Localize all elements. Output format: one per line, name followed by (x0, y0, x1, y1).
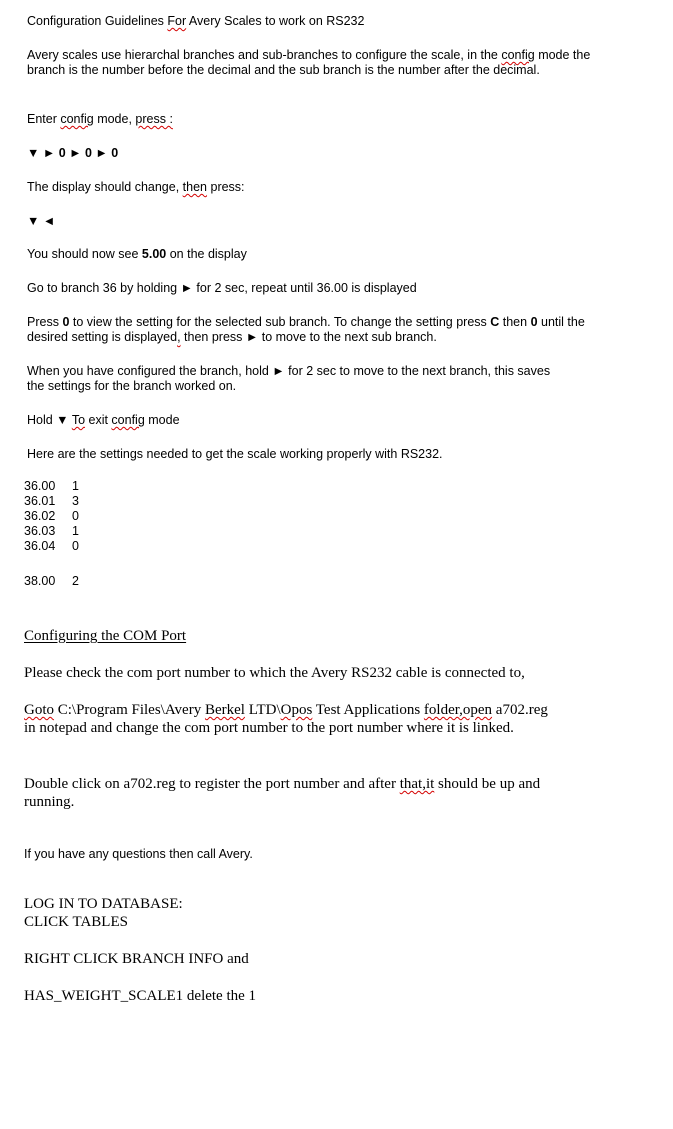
enter-text: Enter (27, 112, 61, 126)
com-goto-text-spellcheck: Goto (24, 702, 54, 718)
press-view-text-spellcheck: , (177, 330, 181, 344)
enter-text: mode, (93, 112, 136, 126)
com-double-paragraph (24, 775, 584, 811)
com-goto-text: a702.reg in notepad and change the com port number to the port number where it is linked. (24, 702, 548, 736)
should-see-text: on the display (166, 247, 247, 261)
settings-value: 1 (72, 479, 79, 493)
com-goto-text: C:\Program Files\Avery (54, 702, 205, 718)
com-check-line: Please check the com port number to which the Avery RS232 cable is connected to, (24, 665, 525, 681)
press-view-text: to view the setting for the selected sub branch. To change the setting press (69, 315, 491, 329)
questions-line: If you have any questions then call Avery. (24, 847, 253, 861)
com-double-text: should be up and running. (24, 776, 541, 810)
hold-exit-text: Hold ▼ (27, 413, 72, 427)
db-login-line: LOG IN TO DATABASE: (24, 896, 183, 912)
db-right-click-line: RIGHT CLICK BRANCH INFO and (24, 951, 249, 967)
com-goto-text: LTD\ (244, 702, 281, 718)
key-sequence-2: ▼ ◄ (27, 214, 56, 228)
intro-text: mode the branch is the number before the decimal and the sub branch is the number after the decimal. (27, 48, 591, 77)
com-goto-text-spellcheck: Berkel (204, 702, 245, 718)
display-change-text-spellcheck: then (182, 180, 208, 194)
settings-row (24, 574, 224, 589)
display-value: 5.00 (141, 247, 167, 261)
com-double-text-spellcheck: that,it (399, 776, 435, 792)
settings-value: 3 (72, 494, 79, 508)
hold-exit-line (27, 413, 627, 428)
intro-text: Avery scales use hierarchal branches and sub-branches to configure the scale, in the (27, 48, 502, 62)
hold-exit-text-spellcheck: config (111, 413, 145, 427)
press-view-text: until the desired setting is displayed (27, 315, 585, 344)
display-change-text: The display should change, (27, 180, 183, 194)
settings-row (24, 479, 224, 494)
db-tables-line: CLICK TABLES (24, 914, 128, 930)
settings-branch: 36.03 (24, 524, 56, 538)
settings-branch: 36.02 (24, 509, 56, 523)
press-view-text: Press (27, 315, 63, 329)
enter-text-spellcheck: press : (135, 112, 173, 126)
goto-branch-line: Go to branch 36 by holding ► for 2 sec, repeat until 36.00 is displayed (27, 281, 417, 295)
settings-value: 0 (72, 509, 79, 523)
settings-row (24, 494, 224, 509)
settings-branch: 36.04 (24, 539, 56, 553)
settings-row-38 (24, 574, 224, 589)
com-goto-paragraph (24, 701, 554, 737)
key-label: 0 (530, 315, 538, 329)
here-settings-line: Here are the settings needed to get the scale working properly with RS232. (27, 447, 443, 461)
key-label: C (490, 315, 500, 329)
settings-table (24, 479, 224, 554)
should-see-line (27, 247, 627, 262)
settings-value: 2 (72, 574, 79, 588)
settings-row (24, 524, 224, 539)
com-goto-text: Test Applications (312, 702, 424, 718)
should-see-text: You should now see (27, 247, 142, 261)
settings-value: 1 (72, 524, 79, 538)
intro-paragraph (27, 48, 593, 78)
display-change-line (27, 180, 627, 195)
when-configured-paragraph: When you have configured the branch, hold ► for 2 sec to move to the next branch, this saves the settings for the branch worked on. (27, 364, 551, 393)
settings-branch: 38.00 (24, 574, 56, 588)
com-goto-text-spellcheck: folder,open (423, 702, 493, 718)
key-label: 0 (62, 315, 70, 329)
enter-config-line (27, 112, 627, 127)
title-text: Avery Scales to work on RS232 (186, 14, 365, 28)
settings-value: 0 (72, 539, 79, 553)
enter-text-spellcheck: config (60, 112, 94, 126)
press-view-paragraph (27, 315, 587, 345)
hold-exit-text: mode (144, 413, 180, 427)
com-goto-text-spellcheck: Opos (280, 702, 313, 718)
title-text: Configuration Guidelines (27, 14, 168, 28)
hold-exit-text: exit (85, 413, 112, 427)
hold-exit-text-spellcheck: To (71, 413, 86, 427)
press-view-text: then (499, 315, 531, 329)
settings-row (24, 509, 224, 524)
document-title (27, 14, 627, 29)
title-text-spellcheck: For (167, 14, 187, 28)
display-change-text: press: (207, 180, 245, 194)
key-sequence-1: ▼ ► 0 ► 0 ► 0 (27, 146, 119, 160)
settings-row (24, 539, 224, 554)
com-double-text: Double click on a702.reg to register the port number and after (24, 776, 400, 792)
settings-branch: 36.00 (24, 479, 56, 493)
com-port-heading: Configuring the COM Port (24, 628, 187, 644)
settings-branch: 36.01 (24, 494, 56, 508)
intro-text-spellcheck: config (501, 48, 535, 62)
press-view-text: then press ► to move to the next sub branch. (180, 330, 437, 344)
db-weight-scale-line: HAS_WEIGHT_SCALE1 delete the 1 (24, 988, 257, 1004)
